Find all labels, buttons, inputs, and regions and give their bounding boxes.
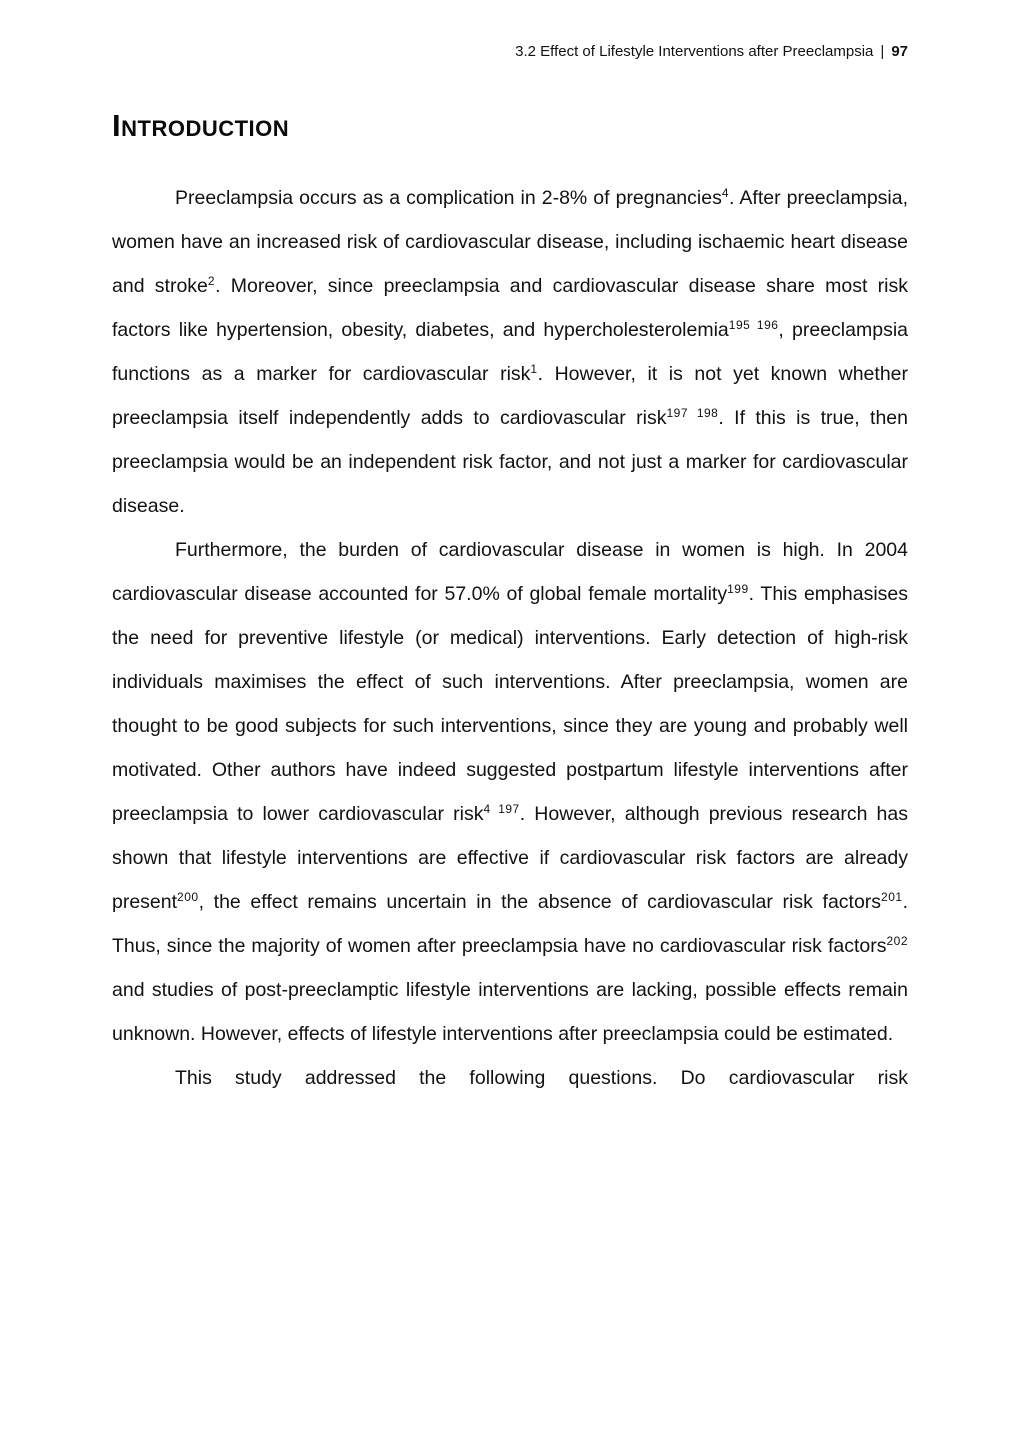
paragraph: Preeclampsia occurs as a complication in 2-8% of pregnancies$^4$. After preeclampsia, women have an increased risk of cardiovascular disease, including ischaemic heart disease and stroke$^2$. Moreover, since preeclampsia and cardiovascular disease share most risk factors like hypertension, obesity, diabetes, and hypercholesterolemia$^{195 196}$, preeclampsia functions as a marker for cardiovascular risk$^1$. However, it is not yet known whether preeclampsia itself independently adds to cardiovascular risk$^{197 198}$. If this is true, then preeclampsia would be an independent risk factor, and not just a marker for cardiovascular disease. xyxy=(112,186,909,517)
reference-superscript: 200 xyxy=(177,890,199,905)
reference-superscript: 201 xyxy=(881,890,903,905)
section-heading: Introduction xyxy=(112,108,290,143)
running-head-title: 3.2 Effect of Lifestyle Interventions after Preeclampsia xyxy=(515,43,874,60)
page-header xyxy=(112,42,908,62)
body-text xyxy=(112,176,908,1100)
reference-superscript: 202 xyxy=(886,934,908,949)
paragraph: Furthermore, the burden of cardiovascular disease in women is high. In 2004 cardiovascular disease accounted for 57.0% of global female mortality$^{199}$. This emphasises the need for preventive lifestyle (or medical) interventions. Early detection of high-risk individuals maximises the effect of such interventions. After preeclampsia, women are thought to be good subjects for such interventions, since they are young and probably well motivated. Other authors have indeed suggested postpartum lifestyle interventions after preeclampsia to lower cardiovascular risk$^{4 197}$. However, although previous research has shown that lifestyle interventions are effective if cardiovascular risk factors are already present$^{200}$, the effect remains uncertain in the absence of cardiovascular risk factors$^{201}$. Thus, since the majority of women after preeclampsia have no cardiovascular risk factors$^{202}$ and studies of post-preeclamptic lifestyle interventions are lacking, possible effects remain unknown. However, effects of lifestyle interventions after preeclampsia could be estimated. xyxy=(112,539,908,1045)
header-separator: | xyxy=(880,43,885,60)
reference-superscript: 2 xyxy=(207,274,216,289)
reference-superscript: 199 xyxy=(727,582,749,597)
reference-superscript: 197 198 xyxy=(666,406,719,421)
reference-superscript: 4 197 xyxy=(483,802,520,817)
reference-superscript: 1 xyxy=(530,362,538,377)
reference-superscript: 4 xyxy=(721,186,730,201)
page-number: 97 xyxy=(891,43,908,60)
paragraph: This study addressed the following questions. Do cardiovascular risk xyxy=(175,1067,908,1089)
reference-superscript: 195 196 xyxy=(728,318,779,333)
